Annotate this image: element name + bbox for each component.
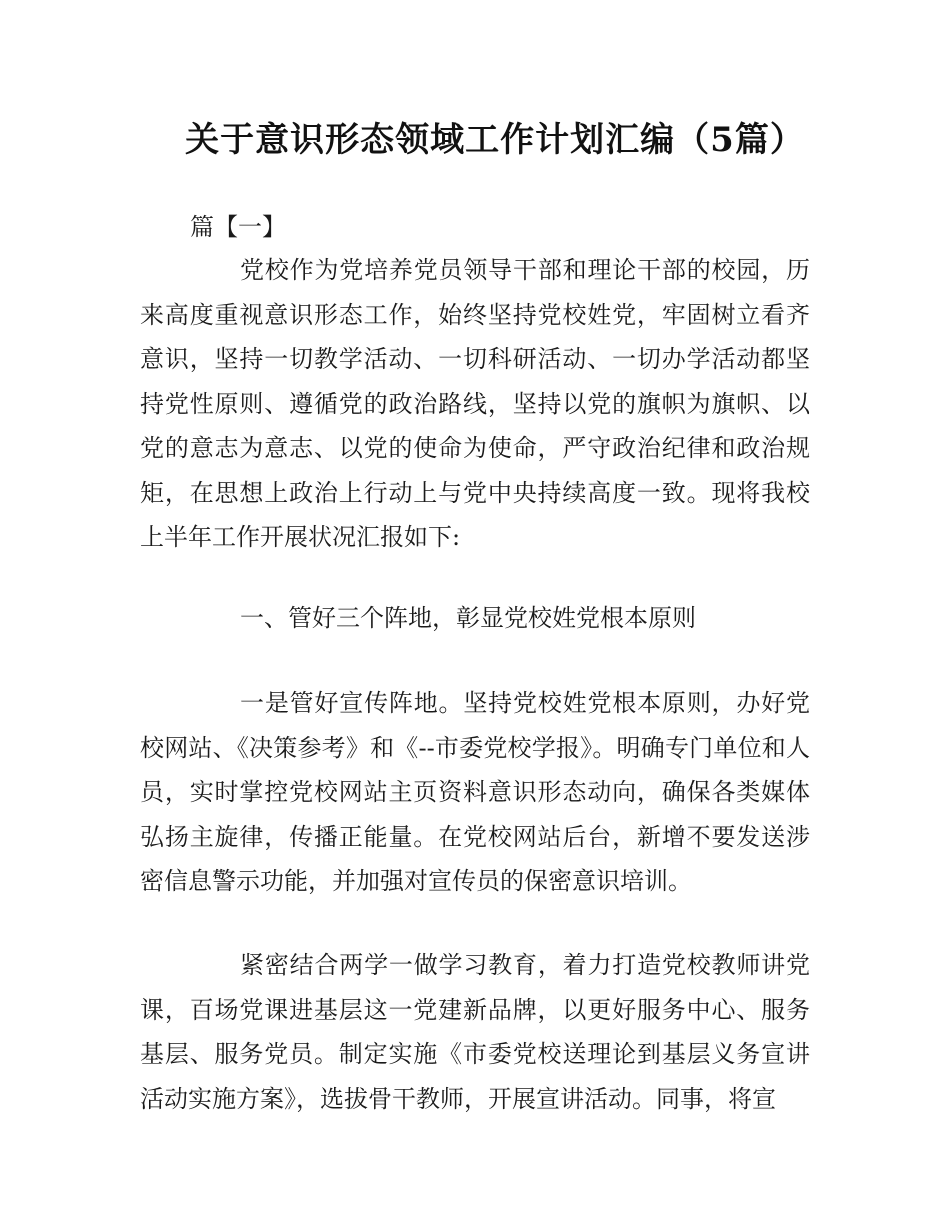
document-title: 关于意识形态领域工作计划汇编（5篇） <box>185 120 805 160</box>
paragraph-intro: 党校作为党培养党员领导干部和理论干部的校园，历来高度重视意识形态工作，始终坚持党校姓党，牢固树立看齐意识，坚持一切教学活动、一切科研活动、一切办学活动都坚持党性原则、遵循党的政治路线，坚持以党的旗帜为旗帜、以党的意志为意志、以党的使命为使命，严守政治纪律和政治规矩，在思想上政治上行动上与党中央持续高度一致。现将我校上半年工作开展状况汇报如下: <box>140 256 810 551</box>
paragraph-lectures: 紧密结合两学一做学习教育，着力打造党校教师讲党课，百场党课进基层这一党建新品牌，以更好服务中心、服务基层、服务党员。制定实施《市委党校送理论到基层义务宣讲活动实施方案》，选拔骨干教师，开展宣讲活动。同事，将宣 <box>140 951 810 1113</box>
section-label: 篇【一】 <box>190 213 286 241</box>
paragraph-propaganda: 一是管好宣传阵地。坚持党校姓党根本原则，办好党校网站、《决策参考》和《--市委党校学报》。明确专门单位和人员，实时掌控党校网站主页资料意识形态动向，确保各类媒体弘扬主旋律，传播正能量。在党校网站后台，新增不要发送涉密信息警示功能，并加强对宣传员的保密意识培训。 <box>140 689 810 895</box>
section-heading: 一、管好三个阵地，彰显党校姓党根本原则 <box>240 604 696 632</box>
